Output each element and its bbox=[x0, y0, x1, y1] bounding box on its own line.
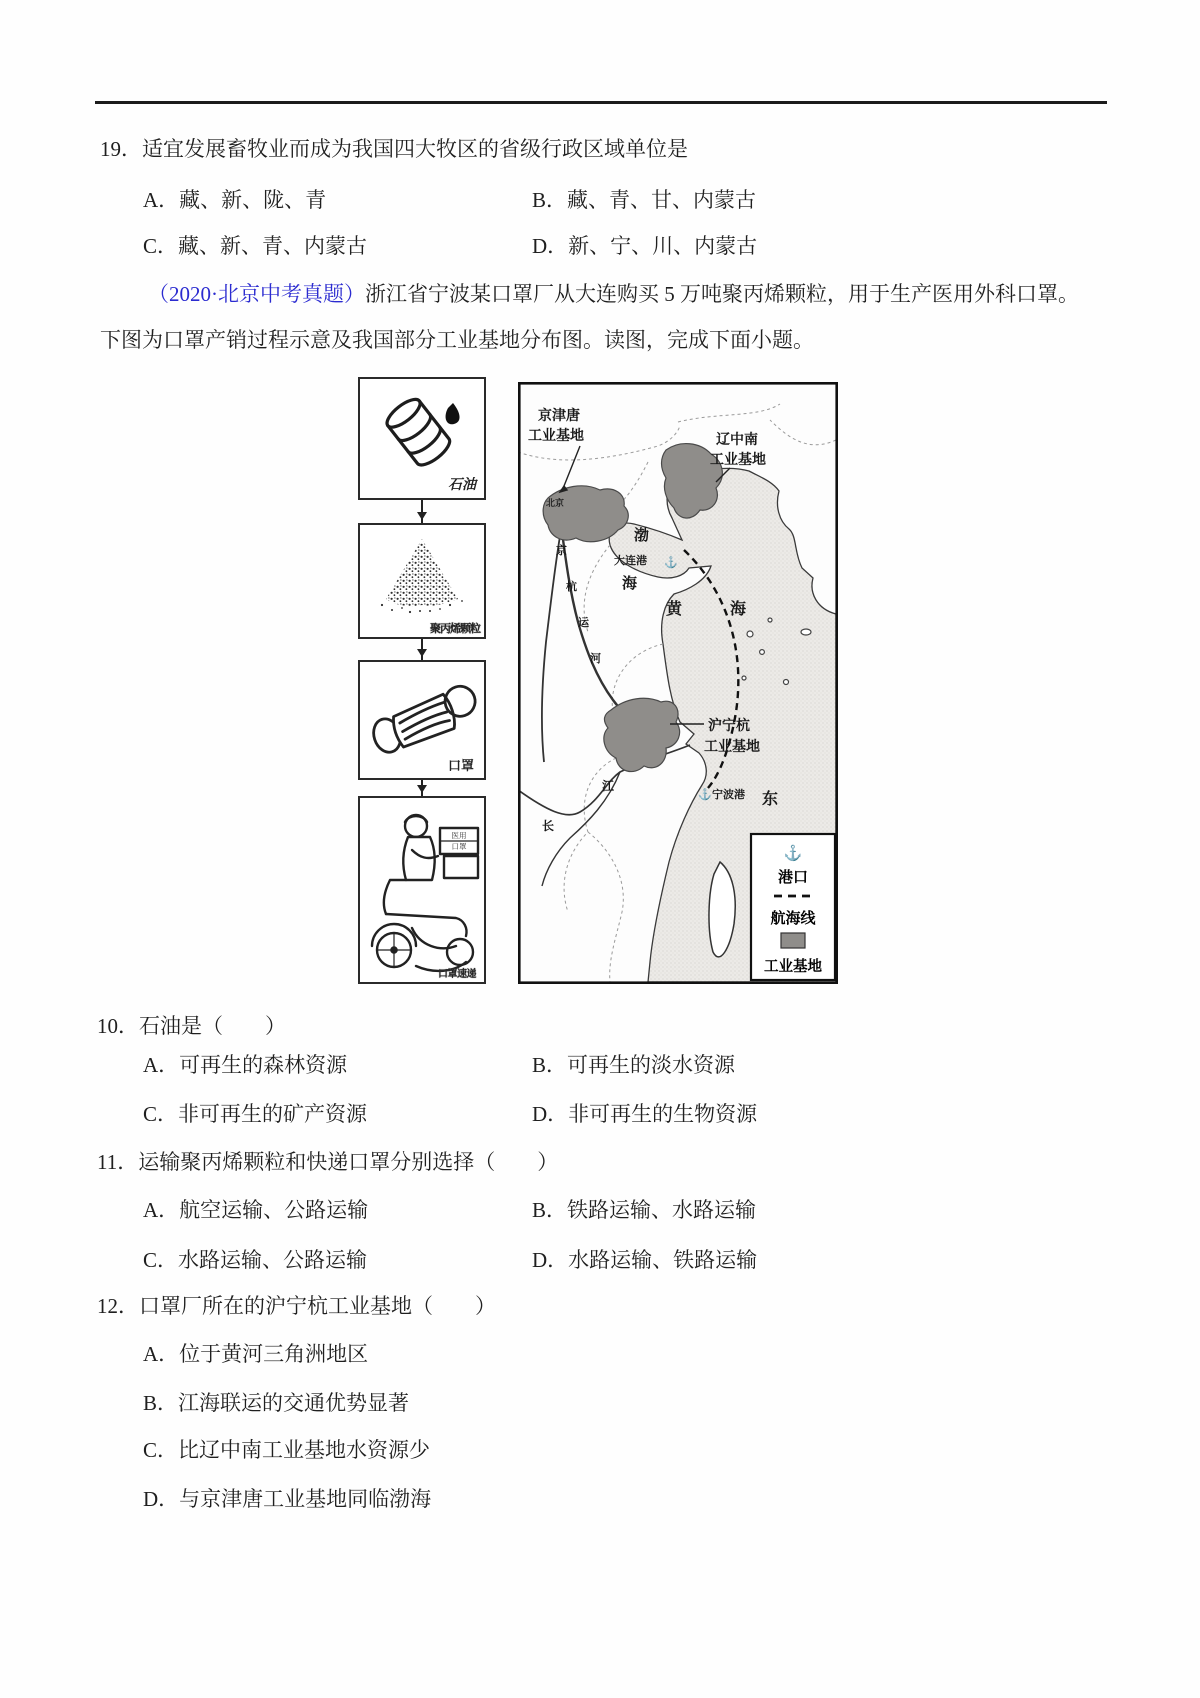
industrial-bases-map bbox=[518, 382, 838, 984]
flow-caption-granules: 聚丙烯颗粒 bbox=[430, 623, 480, 635]
q12-option-c: C．比辽中南工业基地水资源少 bbox=[143, 1438, 431, 1462]
label-ningbo-port: 宁波港 bbox=[712, 789, 745, 801]
q10-stem: 10．石油是（ ） bbox=[97, 1014, 286, 1038]
legend-route-label: 航海线 bbox=[770, 911, 816, 927]
cargo-box-text-line1: 医用 bbox=[451, 831, 467, 840]
canal-char-1: 京 bbox=[556, 545, 567, 557]
q11-option-b: B．铁路运输、水路运输 bbox=[532, 1198, 757, 1222]
river-char-2: 江 bbox=[602, 779, 615, 793]
q11-option-c: C．水路运输、公路运输 bbox=[143, 1248, 368, 1272]
flow-box-oil bbox=[358, 377, 486, 500]
label-bohai-1: 渤 bbox=[634, 528, 650, 544]
flow-box-mask bbox=[358, 660, 486, 780]
legend-base-symbol bbox=[781, 933, 805, 948]
dalian-anchor-icon: ⚓ bbox=[664, 557, 678, 569]
q19-stem: 19．适宜发展畜牧业而成为我国四大牧区的省级行政区域单位是 bbox=[100, 137, 688, 161]
label-dalian-port: 大连港 bbox=[614, 555, 647, 567]
canal-char-3: 运 bbox=[578, 617, 589, 629]
jingjintang-area bbox=[543, 486, 628, 542]
flow-caption-mask: 口罩 bbox=[447, 758, 474, 773]
top-divider bbox=[95, 101, 1107, 104]
q12-option-b: B．江海联运的交通优势显著 bbox=[143, 1391, 410, 1415]
ningbo-anchor-icon: ⚓ bbox=[698, 789, 712, 801]
label-huninghang-1: 沪宁杭 bbox=[708, 719, 750, 734]
q10-option-b: B．可再生的淡水资源 bbox=[532, 1053, 736, 1077]
q12-stem: 12．口罩厂所在的沪宁杭工业基地（ ） bbox=[97, 1294, 496, 1318]
flow-box-granules bbox=[358, 523, 486, 639]
flow-box-delivery bbox=[358, 796, 486, 984]
river-char-1: 长 bbox=[542, 819, 555, 833]
q19-option-c: C．藏、新、青、内蒙古 bbox=[143, 234, 368, 258]
courier-scooter-icon bbox=[360, 798, 484, 982]
canal-char-2: 杭 bbox=[566, 581, 577, 593]
canal-char-4: 河 bbox=[590, 653, 601, 665]
q11-option-a: A．航空运输、公路运输 bbox=[143, 1198, 369, 1222]
label-liaozhongnan-1: 辽中南 bbox=[716, 433, 758, 448]
flow-caption-delivery: 口罩速递 bbox=[438, 969, 476, 980]
intro-line2: 下图为口罩产销过程示意及我国部分工业基地分布图。读图，完成下面小题。 bbox=[100, 328, 814, 352]
q19-option-d: D．新、宁、川、内蒙古 bbox=[532, 234, 758, 258]
q11-option-d: D．水路运输、铁路运输 bbox=[532, 1248, 758, 1272]
q19-option-a: A．藏、新、陇、青 bbox=[143, 188, 327, 212]
label-jingjintang-1: 京津唐 bbox=[538, 409, 580, 424]
flow-arrow-1 bbox=[421, 500, 423, 523]
legend-port-anchor-icon: ⚓ bbox=[783, 846, 803, 862]
intro-text: 浙江省宁波某口罩厂从大连购买 5 万吨聚丙烯颗粒，用于生产医用外科口罩。 bbox=[365, 282, 1079, 306]
figure-mask-production-map bbox=[350, 372, 842, 990]
label-huanghai-2: 海 bbox=[730, 601, 747, 618]
q10-option-a: A．可再生的森林资源 bbox=[143, 1053, 348, 1077]
label-huanghai-1: 黄 bbox=[666, 601, 683, 618]
q19-option-b: B．藏、青、甘、内蒙古 bbox=[532, 188, 757, 212]
label-liaozhongnan-2: 工业基地 bbox=[710, 453, 766, 468]
exam-source-tag: （2020·北京中考真题） bbox=[148, 282, 365, 306]
q11-stem: 11．运输聚丙烯颗粒和快递口罩分别选择（ ） bbox=[97, 1150, 559, 1174]
label-huninghang-2: 工业基地 bbox=[704, 740, 760, 755]
intro-line1 bbox=[148, 280, 1079, 308]
q12-option-a: A．位于黄河三角洲地区 bbox=[143, 1342, 369, 1366]
label-beijing-1: 北京 bbox=[546, 498, 565, 508]
q12-option-d: D．与京津唐工业基地同临渤海 bbox=[143, 1487, 432, 1511]
label-bohai-2: 海 bbox=[622, 576, 638, 592]
flow-caption-oil: 石油 bbox=[448, 478, 476, 493]
legend-port-label: 港口 bbox=[777, 870, 809, 886]
flow-arrow-2 bbox=[421, 639, 423, 660]
flow-arrow-3 bbox=[421, 780, 423, 796]
legend-base-label: 工业基地 bbox=[764, 959, 822, 975]
q10-option-c: C．非可再生的矿产资源 bbox=[143, 1102, 368, 1126]
label-donghai-1: 东 bbox=[762, 791, 779, 808]
cargo-box-text-line2: 口罩 bbox=[451, 842, 467, 851]
label-jingjintang-2: 工业基地 bbox=[528, 429, 584, 444]
q10-option-d: D．非可再生的生物资源 bbox=[532, 1102, 758, 1126]
map-legend bbox=[751, 834, 835, 980]
map-svg bbox=[518, 382, 838, 984]
